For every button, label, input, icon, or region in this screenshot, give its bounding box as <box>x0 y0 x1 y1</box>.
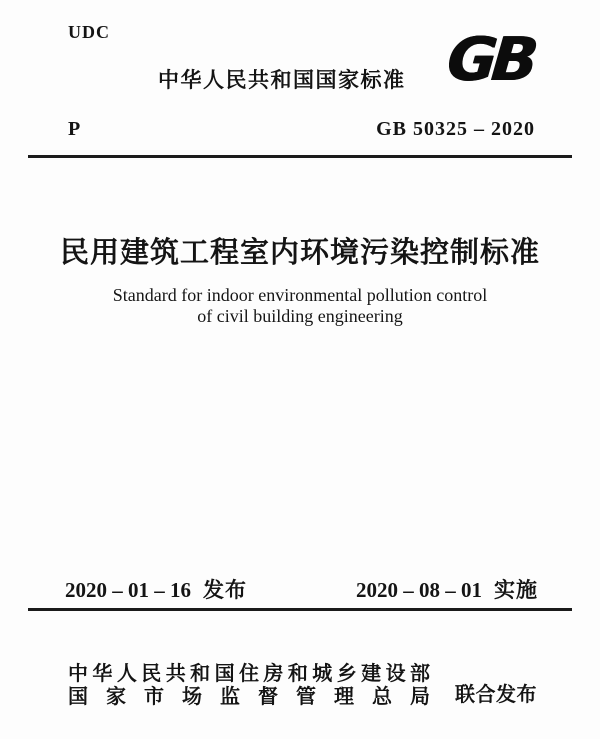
udc-label: UDC <box>68 22 110 42</box>
implementation-date: 2020 – 08 – 01 <box>356 578 482 602</box>
issue-date-label: 发布 <box>203 579 247 602</box>
issue-date-group <box>65 574 247 604</box>
issue-date: 2020 – 01 – 16 <box>65 578 191 602</box>
document-class-label: P <box>68 118 81 140</box>
title-english-line-2: of civil building engineering <box>197 306 403 326</box>
divider-bottom <box>28 608 572 611</box>
publisher-line-1: 中华人民共和国住房和城乡建设部 <box>68 663 430 685</box>
title-english <box>0 285 600 327</box>
title-chinese: 民用建筑工程室内环境污染控制标准 <box>59 237 540 269</box>
national-standard-heading: 中华人民共和国国家标准 <box>158 69 406 92</box>
divider-top <box>28 155 572 158</box>
implementation-date-label: 实施 <box>494 579 538 602</box>
implementation-date-group <box>356 574 538 604</box>
dates-row <box>65 574 538 604</box>
joint-publish-label: 联合发布 <box>455 684 537 706</box>
standard-number: GB 50325 – 2020 <box>376 118 535 140</box>
publisher-line-2: 国家市场监督管理总局 <box>68 686 430 708</box>
title-english-line-1: Standard for indoor environmental pollution control <box>112 285 488 305</box>
publishers-block <box>68 663 430 709</box>
gb-logo: GB <box>444 25 536 95</box>
